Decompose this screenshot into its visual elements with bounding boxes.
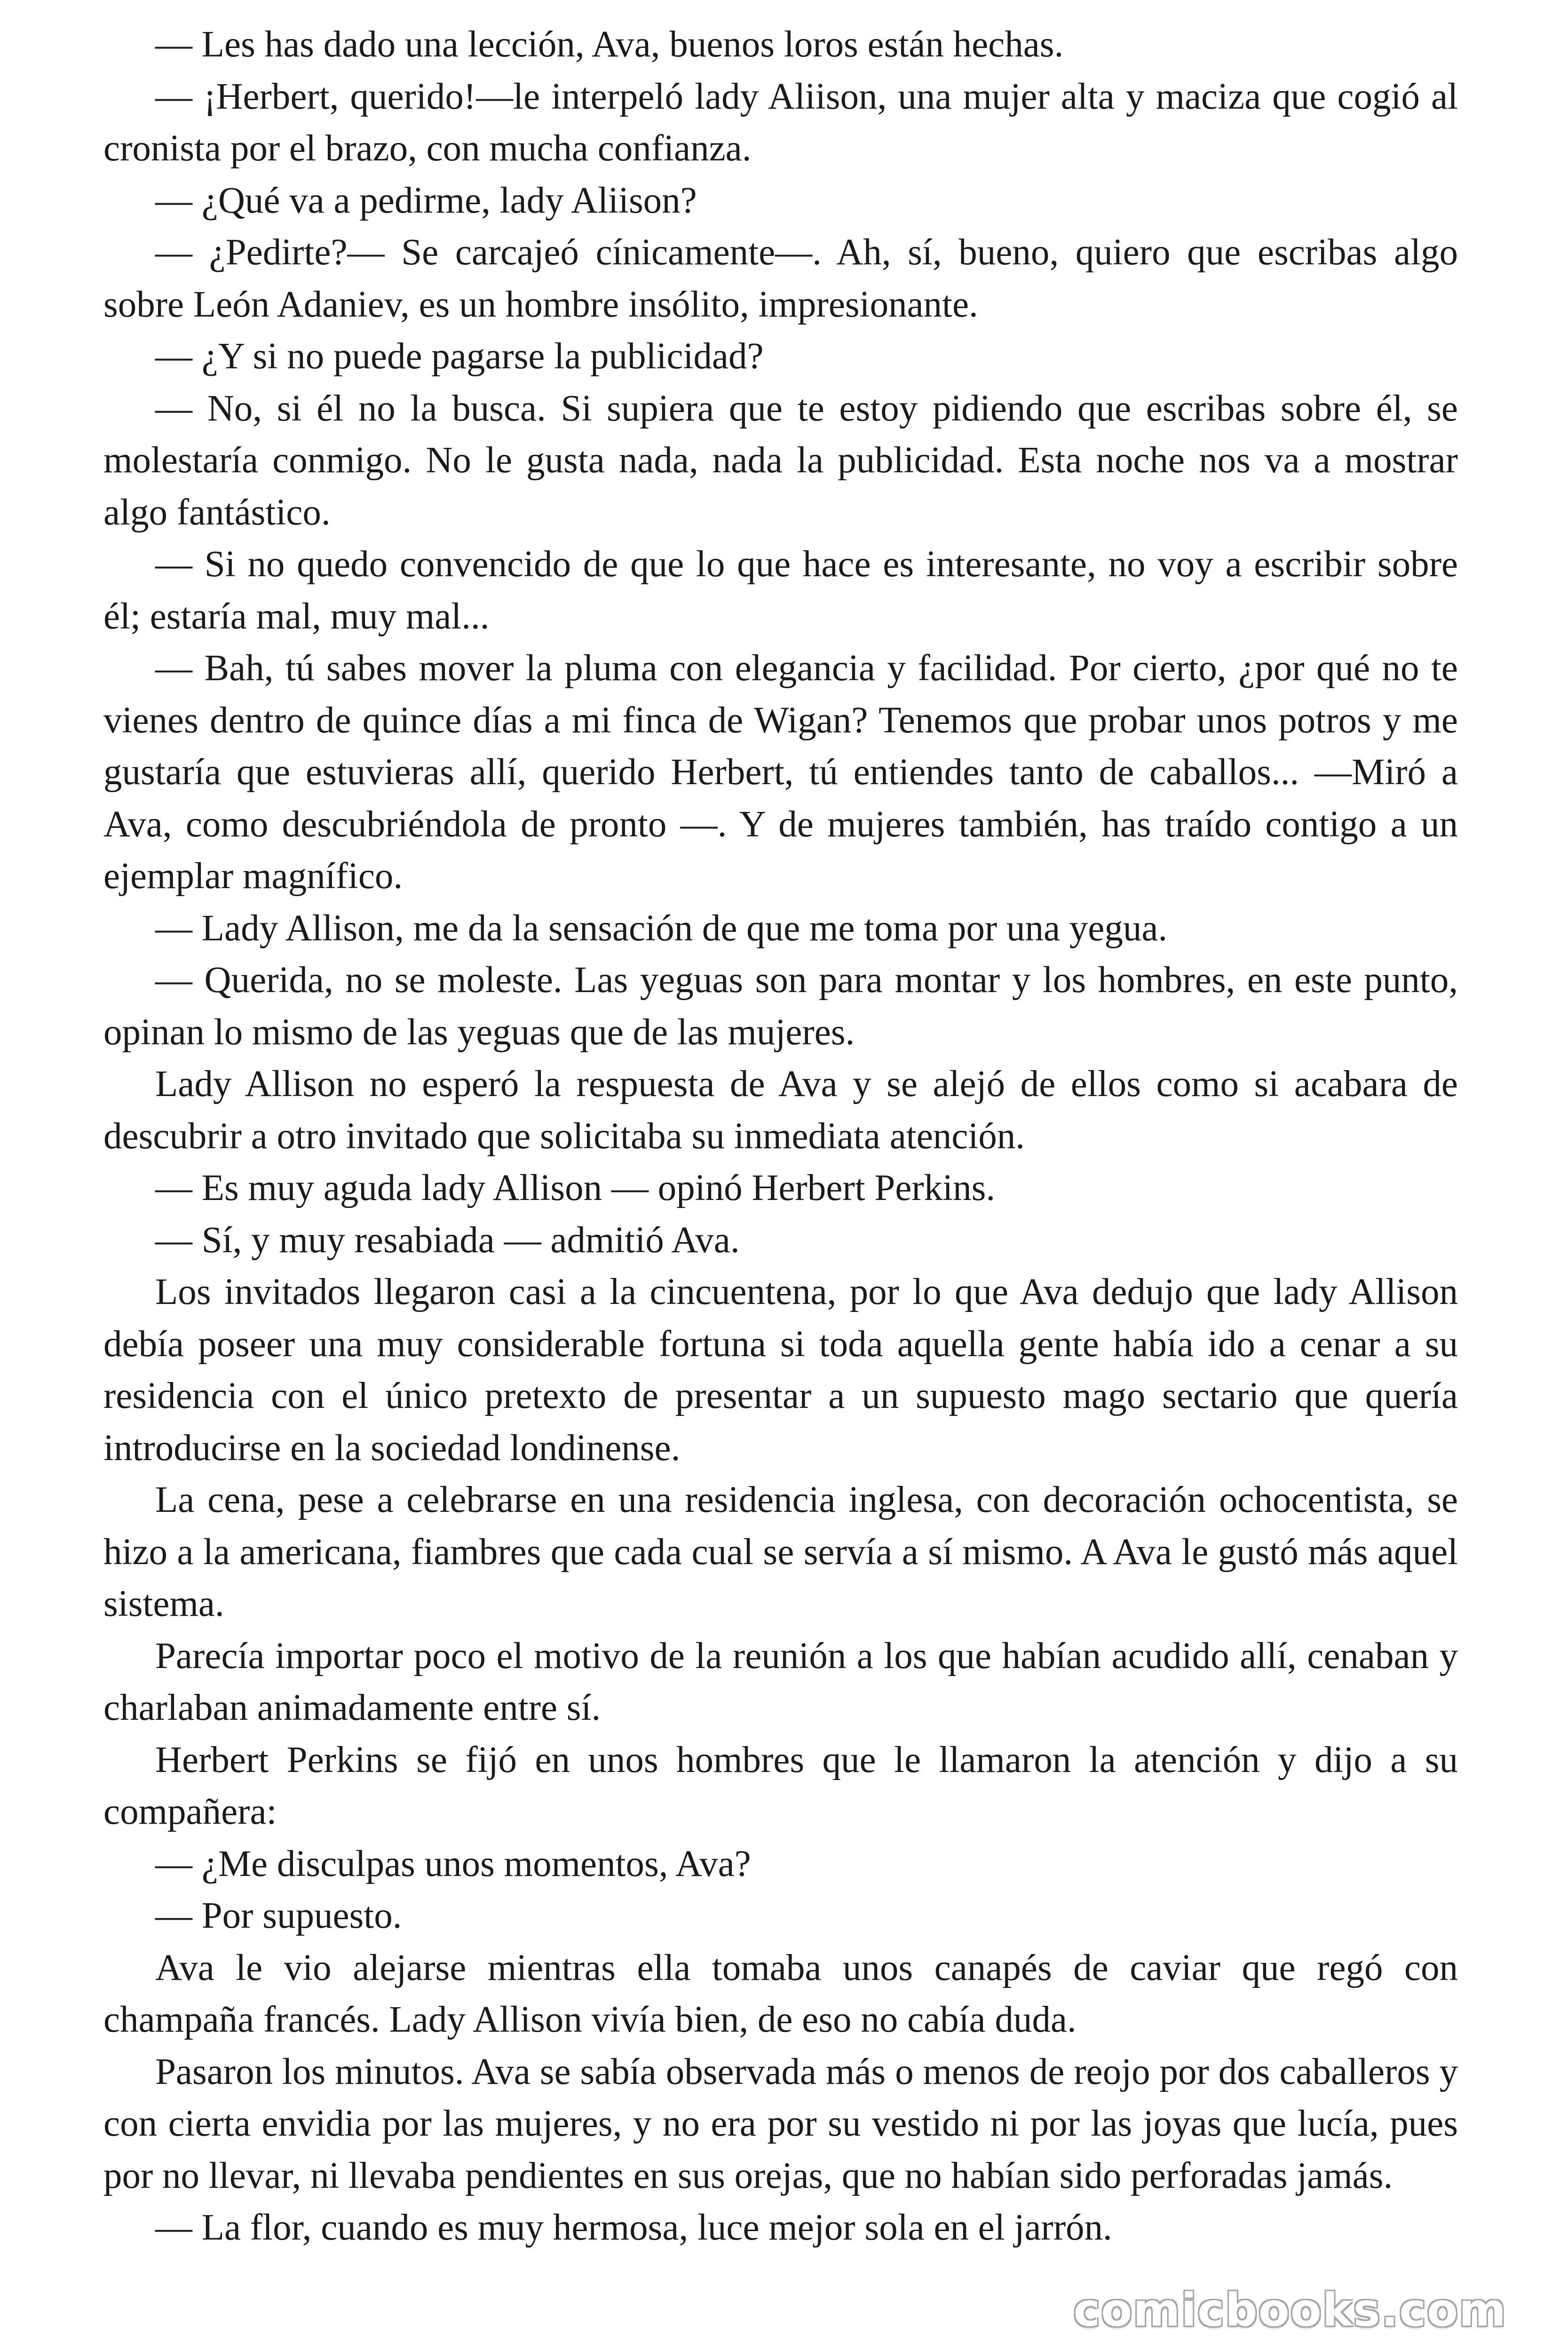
paragraph: — Bah, tú sabes mover la pluma con elegancia y facilidad. Por cierto, ¿por qué no te vienes dentro de quince días a mi finca de Wigan? Tenemos que probar unos potros y me gustaría que estuvieras allí, querido Herbert, tú entiendes tanto de caballos... —Miró a Ava, como descubriéndola de pronto —. Y de mujeres también, has traído contigo a un ejemplar magnífico. [103, 648, 1458, 897]
paragraph: — Querida, no se moleste. Las yeguas son para montar y los hombres, en este punto, opinan lo mismo de las yeguas que de las mujeres. [103, 960, 1458, 1053]
paragraph: — Por supuesto. [155, 1895, 402, 1936]
paragraph: La cena, pese a celebrarse en una residencia inglesa, con decoración ochocentista, se hizo a la americana, fiambres que cada cual se servía a sí mismo. A Ava le gustó más aquel sistema. [103, 1479, 1458, 1624]
paragraph: — ¿Me disculpas unos momentos, Ava? [155, 1843, 751, 1884]
paragraph: — La flor, cuando es muy hermosa, luce mejor sola en el jarrón. [155, 2207, 1112, 2248]
paragraph: — ¡Herbert, querido!—le interpeló lady Aliison, una mujer alta y maciza que cogió al cronista por el brazo, con mucha confianza. [103, 76, 1458, 169]
watermark: comicbooks.com [1073, 2284, 1507, 2336]
paragraph: — ¿Y si no puede pagarse la publicidad? [155, 336, 764, 377]
paragraph: — Les has dado una lección, Ava, buenos loros están hechas. [155, 24, 1064, 65]
paragraph: — Sí, y muy resabiada — admitió Ava. [155, 1219, 740, 1261]
paragraph: — ¿Qué va a pedirme, lady Aliison? [155, 180, 697, 221]
paragraph: — No, si él no la busca. Si supiera que te estoy pidiendo que escribas sobre él, se molestaría conmigo. No le gusta nada, nada la publicidad. Esta noche nos va a mostrar algo fantástico. [103, 388, 1458, 533]
paragraph: Parecía importar poco el motivo de la reunión a los que habían acudido allí, cenaban y charlaban animadamente entre sí. [103, 1635, 1458, 1728]
paragraph: Ava le vio alejarse mientras ella tomaba unos canapés de caviar que regó con champaña francés. Lady Allison vivía bien, de eso no cabía duda. [103, 1947, 1458, 2040]
paragraph: — Es muy aguda lady Allison — opinó Herbert Perkins. [155, 1168, 996, 1208]
book-page-text [103, 19, 1458, 2254]
paragraph: Los invitados llegaron casi a la cincuentena, por lo que Ava dedujo que lady Allison debía poseer una muy considerable fortuna si toda aquella gente había ido a cenar a su residencia con el único pretexto de presentar a un supuesto mago sectario que quería introducirse en la sociedad londinense. [103, 1271, 1458, 1469]
paragraph: — Lady Allison, me da la sensación de que me toma por una yegua. [155, 907, 1168, 949]
paragraph: Herbert Perkins se fijó en unos hombres que le llamaron la atención y dijo a su compañera: [103, 1739, 1458, 1832]
paragraph: — ¿Pedirte?— Se carcajeó cínicamente—. Ah, sí, bueno, quiero que escribas algo sobre León Adaniev, es un hombre insólito, impresionante. [103, 232, 1458, 325]
paragraph: Lady Allison no esperó la respuesta de Ava y se alejó de ellos como si acabara de descubrir a otro invitado que solicitaba su inmediata atención. [103, 1064, 1458, 1157]
paragraph: — Si no quedo convencido de que lo que hace es interesante, no voy a escribir sobre él; estaría mal, muy mal... [103, 544, 1458, 637]
paragraph: Pasaron los minutos. Ava se sabía observada más o menos de reojo por dos caballeros y con cierta envidia por las mujeres, y no era por su vestido ni por las joyas que lucía, pues por no llevar, ni llevaba pendientes en sus orejas, que no habían sido perforadas jamás. [103, 2051, 1458, 2196]
